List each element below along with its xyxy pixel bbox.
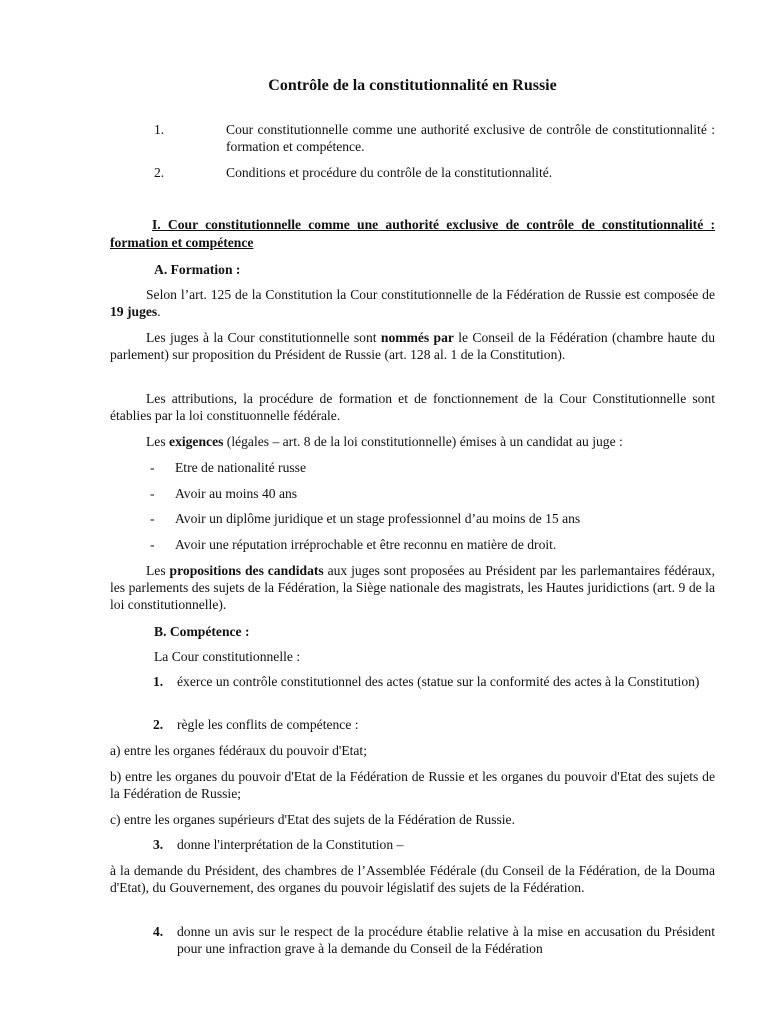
list-item — [110, 459, 715, 476]
numbered-item — [110, 716, 715, 733]
paragraph — [110, 329, 715, 363]
numbered-item — [110, 836, 715, 853]
list-item-text: Avoir au moins 40 ans — [175, 486, 298, 501]
paragraph-bold: 19 juges — [110, 304, 158, 319]
paragraph-text: Les juges à la Cour constitutionnelle sont — [146, 330, 381, 345]
conflict-item: b) entre les organes du pouvoir d'Etat de la Fédération de Russie et les organes du pouvoir d'Etat des sujets de la Fédération de Russie; — [110, 769, 715, 801]
paragraph-bold: propositions des candidats — [169, 563, 324, 578]
item-number: 2. — [153, 717, 164, 732]
list-item — [110, 485, 715, 502]
paragraph-text: Les — [146, 563, 170, 578]
bullet-dash: - — [150, 537, 155, 552]
paragraph-text: Selon l’art. 125 de la Constitution la Cour constitutionnelle de la Fédération de Russie est composée de — [146, 287, 715, 302]
paragraph — [110, 562, 715, 613]
conflict-item: c) entre les organes supérieurs d'Etat des sujets de la Fédération de Russie. — [110, 812, 515, 827]
subsection-heading-formation: A. Formation : — [154, 262, 241, 277]
list-item — [110, 510, 715, 527]
document-title: Contrôle de la constitutionnalité en Russie — [268, 77, 557, 94]
numbered-item — [110, 923, 715, 957]
toc-number: 2. — [154, 165, 165, 180]
list-item-text: Etre de nationalité russe — [175, 460, 306, 475]
bullet-dash: - — [150, 460, 155, 475]
paragraph — [110, 433, 715, 450]
item-text: éxerce un contrôle constitutionnel des actes (statue sur la conformité des actes à la Constitution) — [177, 674, 700, 689]
list-item-text: Avoir une réputation irréprochable et être reconnu en matière de droit. — [175, 537, 557, 552]
numbered-item — [110, 673, 715, 690]
paragraph-text: Les — [146, 434, 170, 449]
item-text: donne un avis sur le respect de la procédure établie relative à la mise en accusation du Président pour une infraction grave à la demande du Conseil de la Fédération — [177, 924, 715, 956]
item-text: règle les conflits de compétence : — [177, 717, 359, 732]
paragraph-text: . — [157, 304, 161, 319]
paragraph: Les attributions, la procédure de formation et de fonctionnement de la Cour Constitutionnelle sont établies par la loi constituonnelle fédérale. — [110, 391, 715, 423]
item-number: 3. — [153, 837, 164, 852]
section-heading: I. Cour constitutionnelle comme une authorité exclusive de contrôle de constitutionnalité : formation et compétence — [110, 217, 715, 250]
item-number: 1. — [153, 674, 164, 689]
bullet-dash: - — [150, 486, 155, 501]
conflict-item: a) entre les organes fédéraux du pouvoir d'Etat; — [110, 743, 367, 758]
list-item — [110, 536, 715, 553]
toc-item — [110, 164, 715, 181]
subsection-heading-competence: B. Compétence : — [154, 624, 250, 639]
toc-item — [110, 121, 715, 155]
item-text: donne l'interprétation de la Constitution – — [177, 837, 404, 852]
toc-number: 1. — [154, 122, 165, 137]
paragraph-text: (légales – art. 8 de la loi constitutionnelle) émises à un candidat au juge : — [223, 434, 623, 449]
list-item-text: Avoir un diplôme juridique et un stage professionnel d’au moins de 15 ans — [175, 511, 581, 526]
paragraph-text: aux juges sont proposées au Président par les parlemantaires fédéraux, les parlements des sujets de la Fédération, la Siège nationale des magistrats, les Hautes juridictions (art. 9 de la loi constitutionnelle). — [110, 563, 715, 612]
toc-text: Cour constitutionnelle comme une authorité exclusive de contrôle de constitutionnalité : formation et compétence. — [226, 122, 715, 154]
paragraph-bold: exigences — [169, 434, 224, 449]
paragraph — [110, 286, 715, 320]
toc-text: Conditions et procédure du contrôle de la constitutionnalité. — [226, 165, 553, 180]
bullet-dash: - — [150, 511, 155, 526]
paragraph: La Cour constitutionnelle : — [154, 649, 301, 664]
item-number: 4. — [153, 924, 164, 939]
paragraph-bold: nommés par — [380, 330, 454, 345]
paragraph-text: le Conseil de la Fédération (chambre haute du parlement) sur proposition du Président de Russie (art. 128 al. 1 de la Constitution). — [110, 330, 715, 362]
paragraph: à la demande du Président, des chambres de l’Assemblée Fédérale (du Conseil de la Fédération, de la Douma d'Etat), du Gouvernement, des organes du pouvoir législatif des sujets de la Fédération. — [110, 863, 715, 895]
